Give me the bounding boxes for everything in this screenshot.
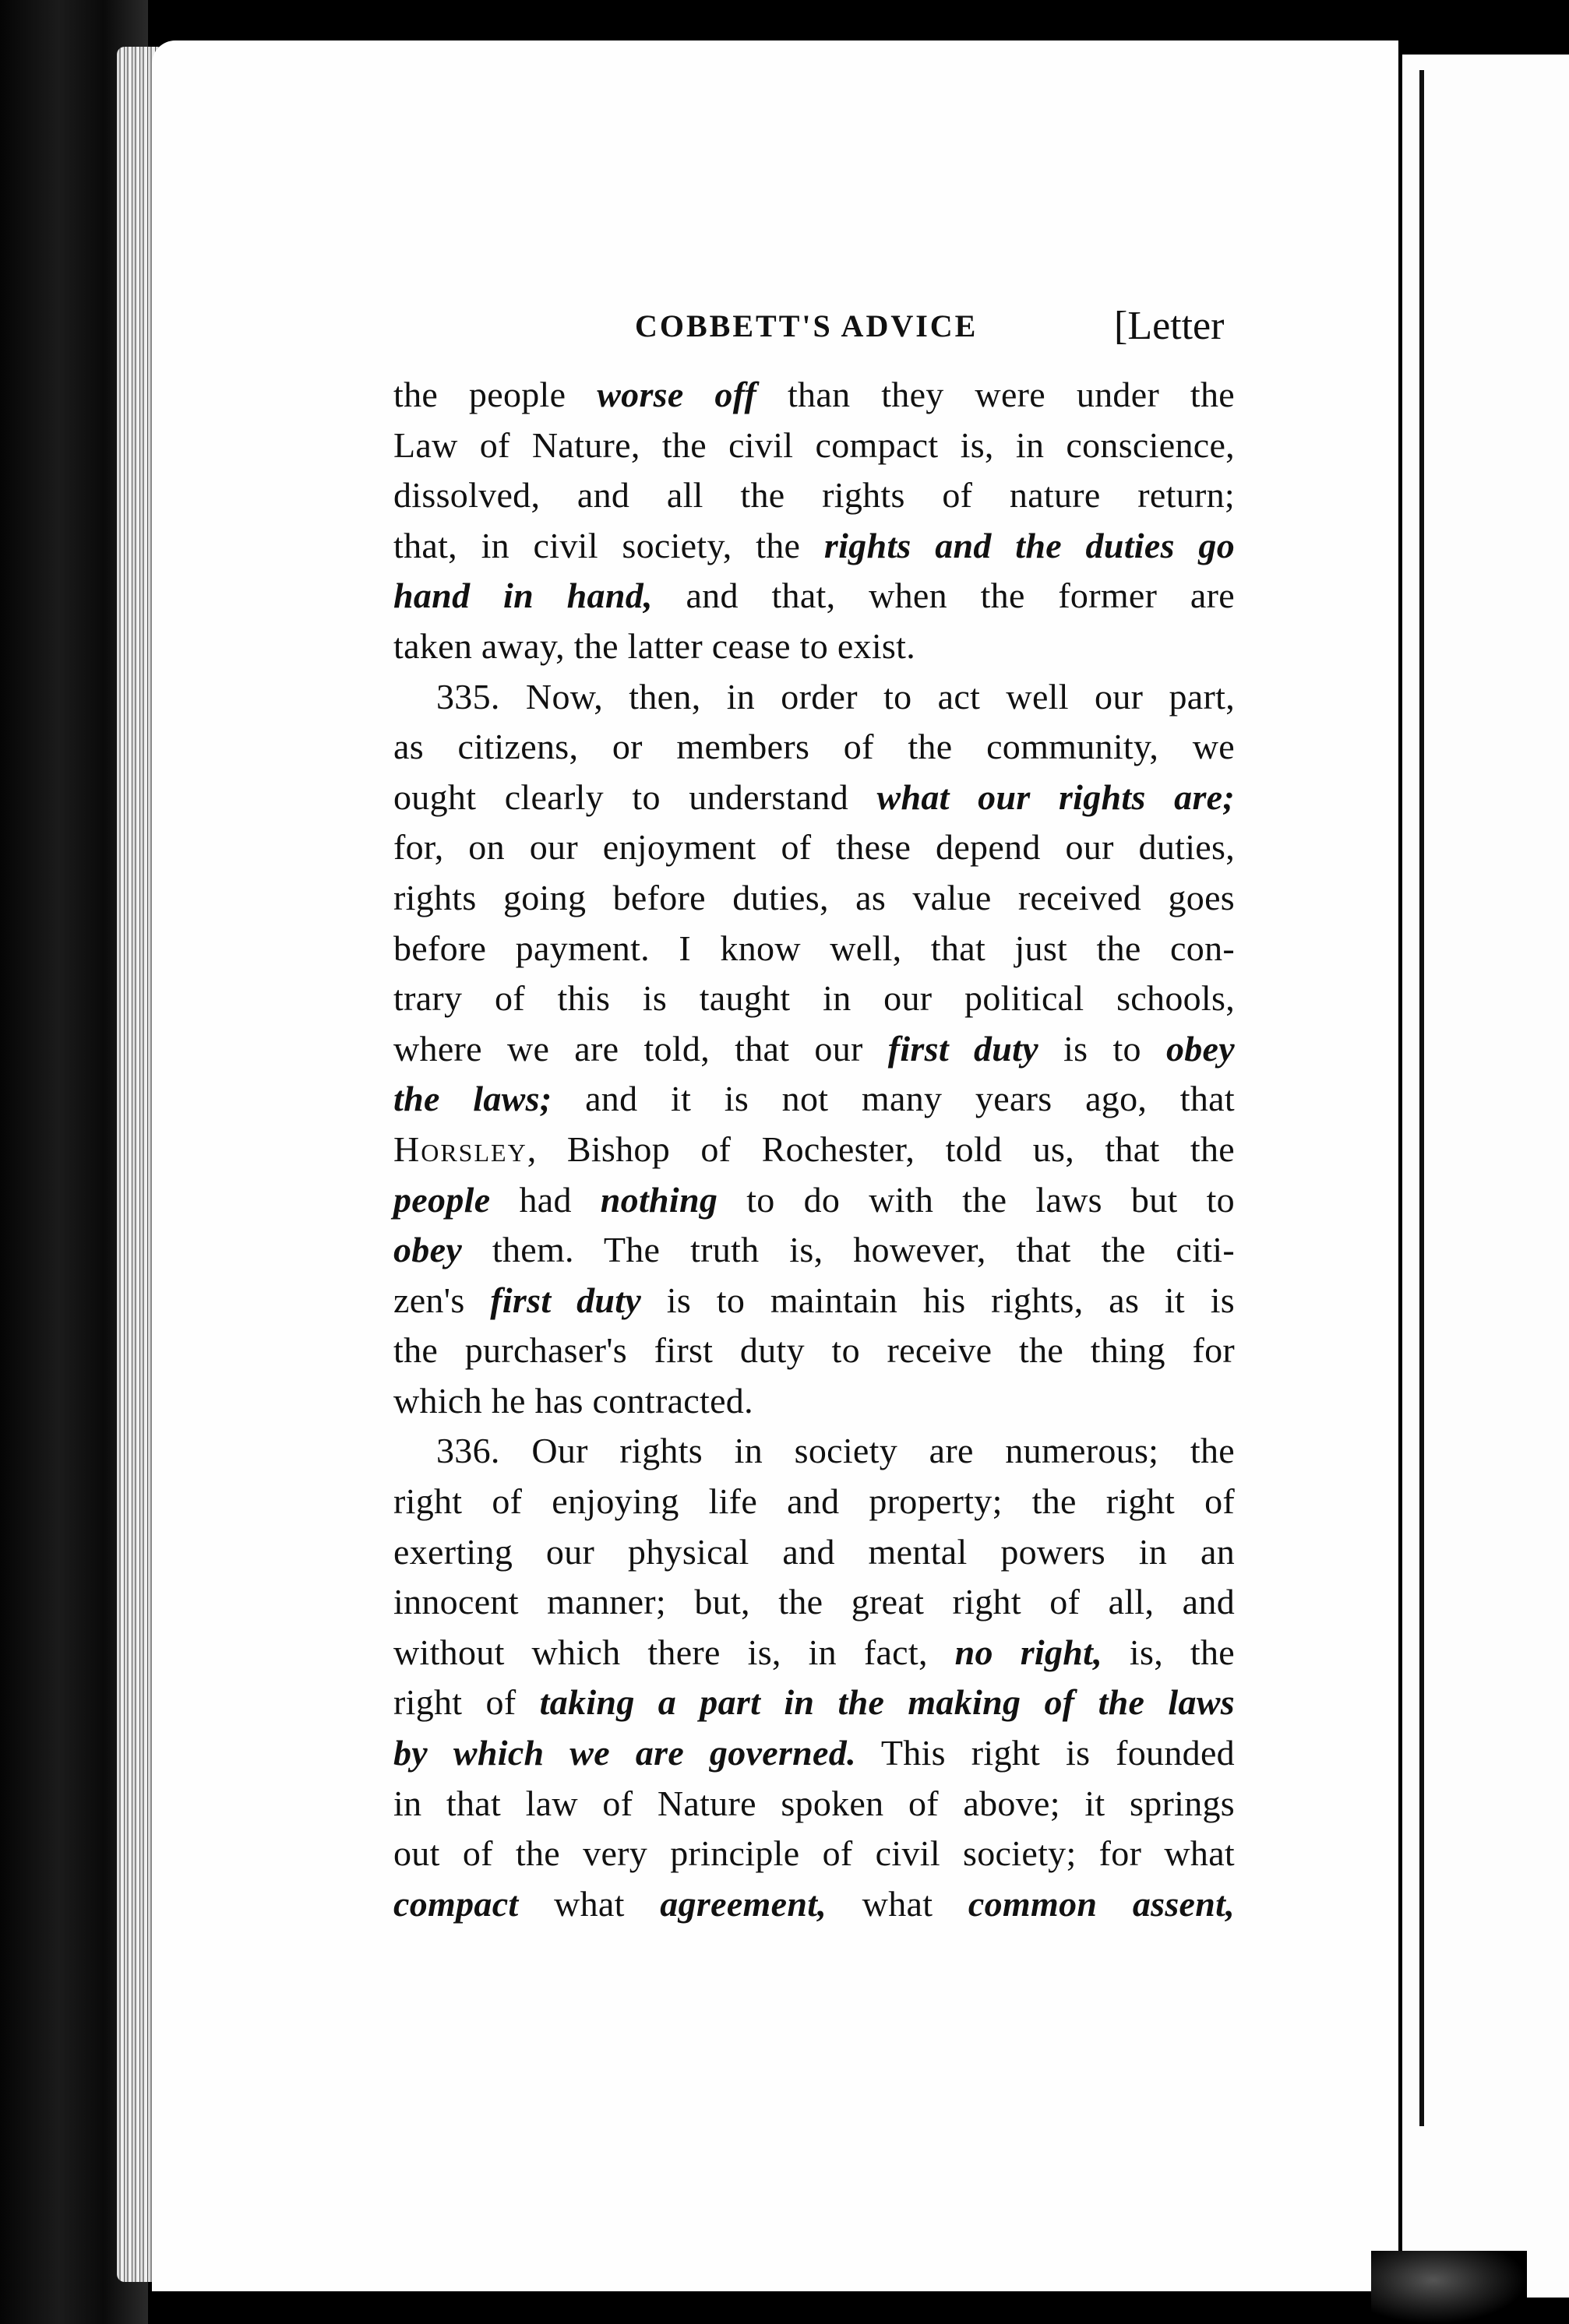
text-segment: rights going before duties, as value received goes	[393, 877, 1235, 917]
text-segment: what	[518, 1883, 661, 1924]
text-line	[393, 672, 1235, 723]
gutter-shadow	[1419, 70, 1424, 2126]
text-segment: than they were under the	[756, 375, 1235, 414]
italic-text: compact	[393, 1883, 519, 1924]
text-line	[393, 1477, 1235, 1527]
text-line	[393, 974, 1235, 1024]
text-segment: Law of Nature, the civil compact is, in conscience,	[393, 424, 1235, 465]
italic-text: the laws;	[393, 1079, 552, 1119]
text-segment: exerting our physical and mental powers in an	[393, 1531, 1235, 1572]
italic-text: people	[393, 1179, 491, 1220]
running-head-title: COBBETT'S ADVICE	[635, 308, 978, 343]
text-line	[393, 1628, 1235, 1678]
text-segment: taken away, the latter cease to exist.	[393, 625, 915, 666]
text-segment: before payment. I know well, that just the con-	[393, 928, 1235, 968]
text-segment: is, the	[1102, 1632, 1235, 1672]
text-line	[393, 1074, 1235, 1125]
italic-text: agreement,	[660, 1883, 827, 1924]
text-line	[393, 1326, 1235, 1376]
text-segment: Horsley	[393, 1129, 527, 1169]
text-segment: innocent manner; but, the great right of all, and	[393, 1582, 1235, 1622]
text-line	[393, 421, 1235, 471]
text-segment: trary of this is taught in our political schools,	[393, 978, 1235, 1019]
text-line	[393, 1678, 1235, 1728]
text-segment: and that, when the former are	[652, 576, 1235, 616]
text-segment: what	[827, 1883, 968, 1924]
text-segment: , Bishop of Rochester, told us, that the	[527, 1129, 1235, 1169]
text-line	[393, 571, 1235, 621]
text-line	[393, 1728, 1235, 1779]
text-segment: as citizens, or members of the community, we	[393, 727, 1235, 767]
text-line	[393, 822, 1235, 873]
text-segment: is to maintain his rights, as it is	[641, 1280, 1235, 1320]
text-segment: out of the very principle of civil society; for what	[393, 1833, 1235, 1874]
text-segment: ought clearly to understand	[393, 776, 877, 817]
text-segment: is to	[1038, 1028, 1166, 1069]
text-segment: right of enjoying life and property; the right of	[393, 1481, 1235, 1522]
text-line	[393, 1225, 1235, 1276]
facing-page	[1402, 55, 1569, 2298]
italic-text: what our rights are;	[876, 776, 1235, 817]
text-line	[393, 1175, 1235, 1226]
text-segment: This right is founded	[855, 1733, 1235, 1773]
italic-text: rights and the duties go	[823, 525, 1235, 565]
text-line	[393, 924, 1235, 974]
italic-text: by which we are governed.	[393, 1733, 856, 1773]
text-line	[393, 722, 1235, 773]
text-line	[393, 1527, 1235, 1578]
italic-text: hand in hand,	[393, 576, 653, 616]
text-line	[393, 773, 1235, 823]
text-segment: where we are told, that our	[393, 1028, 888, 1069]
running-head-letter: [Letter	[1114, 304, 1225, 348]
text-segment: which he has contracted.	[393, 1380, 753, 1421]
italic-text: first duty	[490, 1280, 642, 1320]
text-segment: in that law of Nature spoken of above; it springs	[393, 1783, 1235, 1823]
text-segment: right of	[393, 1682, 540, 1723]
text-segment: 336. Our rights in society are numerous; the	[436, 1431, 1235, 1471]
text-line	[393, 1426, 1235, 1477]
text-segment: the purchaser's first duty to receive the thing for	[393, 1330, 1235, 1371]
italic-text: obey	[1165, 1028, 1235, 1069]
text-segment: without which there is, in fact,	[393, 1632, 955, 1672]
italic-text: first duty	[887, 1028, 1038, 1069]
text-segment: 335. Now, then, in order to act well our part,	[436, 676, 1235, 717]
text-line	[393, 873, 1235, 924]
running-head	[390, 304, 1246, 354]
text-line	[393, 370, 1235, 421]
text-line	[393, 1829, 1235, 1879]
text-segment: dissolved, and all the rights of nature return;	[393, 475, 1235, 516]
text-line	[393, 1376, 1235, 1427]
text-segment: and it is not many years ago, that	[552, 1079, 1235, 1119]
italic-text: taking a part in the making of the laws	[539, 1682, 1235, 1723]
text-segment: them. The truth is, however, that the citi-	[462, 1230, 1235, 1270]
text-line	[393, 521, 1235, 572]
italic-text: worse off	[597, 375, 757, 414]
text-segment: to do with the laws but to	[718, 1179, 1235, 1220]
italic-text: nothing	[600, 1179, 718, 1220]
text-segment: for, on our enjoyment of these depend our duties,	[393, 827, 1235, 868]
scan-smudge	[1371, 2251, 1527, 2324]
text-segment: that, in civil society, the	[393, 525, 824, 565]
italic-text: no right,	[954, 1632, 1103, 1672]
text-segment: zen's	[393, 1280, 491, 1320]
text-line	[393, 1779, 1235, 1829]
text-line	[393, 1125, 1235, 1175]
text-segment: the people	[393, 375, 598, 414]
text-line	[393, 470, 1235, 521]
text-line	[393, 1577, 1235, 1628]
italic-text: common assent,	[968, 1883, 1236, 1924]
body-text	[393, 370, 1235, 1929]
text-line	[393, 1024, 1235, 1075]
text-line	[393, 621, 1235, 672]
text-segment: had	[490, 1179, 601, 1220]
text-line	[393, 1276, 1235, 1326]
text-line	[393, 1879, 1235, 1930]
italic-text: obey	[393, 1230, 463, 1270]
